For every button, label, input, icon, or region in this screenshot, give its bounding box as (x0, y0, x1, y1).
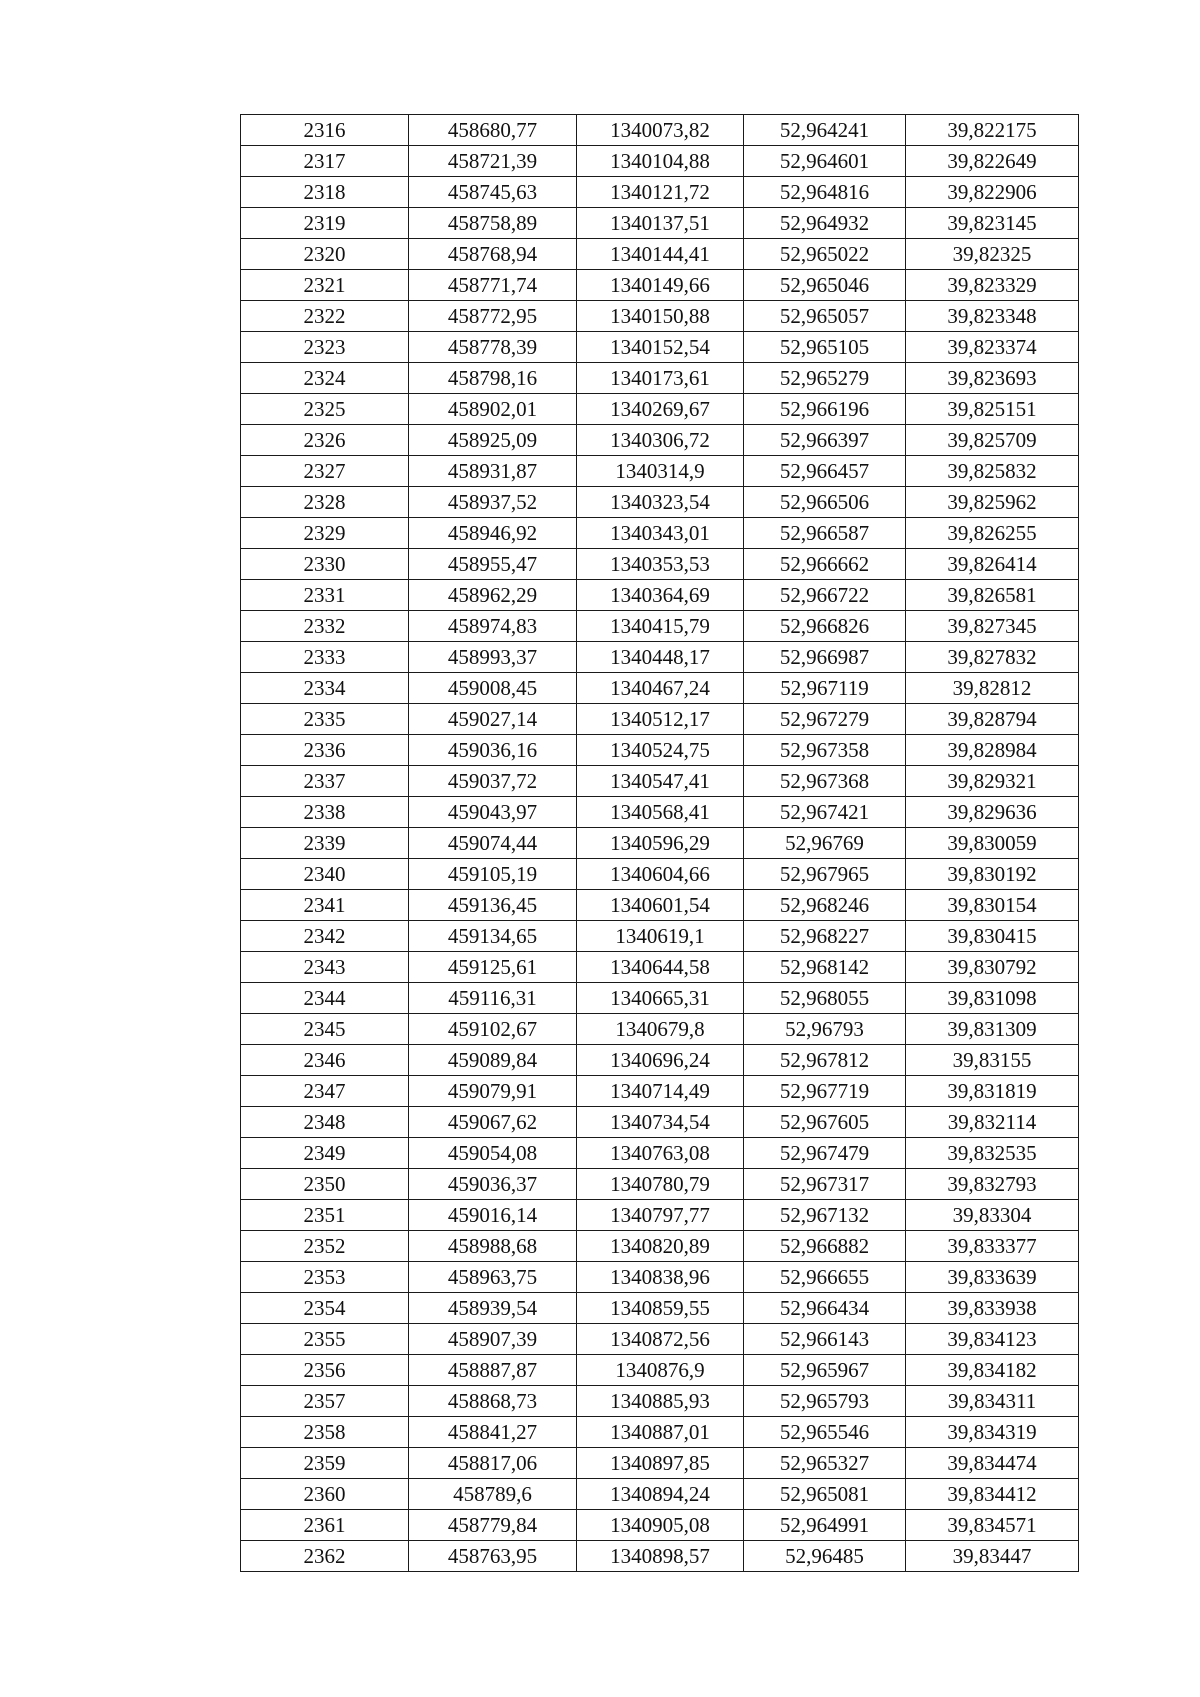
latitude-cell: 52,966826 (744, 611, 906, 642)
point-number-cell: 2325 (241, 394, 409, 425)
x-coordinate-cell: 459134,65 (409, 921, 577, 952)
y-coordinate-cell: 1340797,77 (577, 1200, 744, 1231)
y-coordinate-cell: 1340524,75 (577, 735, 744, 766)
longitude-cell: 39,833938 (906, 1293, 1079, 1324)
latitude-cell: 52,965279 (744, 363, 906, 394)
x-coordinate-cell: 459125,61 (409, 952, 577, 983)
y-coordinate-cell: 1340448,17 (577, 642, 744, 673)
latitude-cell: 52,96793 (744, 1014, 906, 1045)
x-coordinate-cell: 458946,92 (409, 518, 577, 549)
y-coordinate-cell: 1340887,01 (577, 1417, 744, 1448)
latitude-cell: 52,964241 (744, 115, 906, 146)
latitude-cell: 52,967479 (744, 1138, 906, 1169)
y-coordinate-cell: 1340150,88 (577, 301, 744, 332)
x-coordinate-cell: 458778,39 (409, 332, 577, 363)
point-number-cell: 2337 (241, 766, 409, 797)
latitude-cell: 52,964932 (744, 208, 906, 239)
longitude-cell: 39,822175 (906, 115, 1079, 146)
point-number-cell: 2321 (241, 270, 409, 301)
x-coordinate-cell: 459008,45 (409, 673, 577, 704)
y-coordinate-cell: 1340905,08 (577, 1510, 744, 1541)
latitude-cell: 52,967965 (744, 859, 906, 890)
y-coordinate-cell: 1340137,51 (577, 208, 744, 239)
longitude-cell: 39,834571 (906, 1510, 1079, 1541)
table-row (241, 1076, 1079, 1107)
y-coordinate-cell: 1340173,61 (577, 363, 744, 394)
longitude-cell: 39,825709 (906, 425, 1079, 456)
table-row (241, 952, 1079, 983)
longitude-cell: 39,823693 (906, 363, 1079, 394)
x-coordinate-cell: 459036,16 (409, 735, 577, 766)
y-coordinate-cell: 1340604,66 (577, 859, 744, 890)
latitude-cell: 52,967812 (744, 1045, 906, 1076)
latitude-cell: 52,967358 (744, 735, 906, 766)
y-coordinate-cell: 1340885,93 (577, 1386, 744, 1417)
point-number-cell: 2334 (241, 673, 409, 704)
longitude-cell: 39,825962 (906, 487, 1079, 518)
x-coordinate-cell: 458798,16 (409, 363, 577, 394)
table-row (241, 611, 1079, 642)
point-number-cell: 2343 (241, 952, 409, 983)
table-row (241, 704, 1079, 735)
latitude-cell: 52,965967 (744, 1355, 906, 1386)
y-coordinate-cell: 1340665,31 (577, 983, 744, 1014)
longitude-cell: 39,822649 (906, 146, 1079, 177)
x-coordinate-cell: 458931,87 (409, 456, 577, 487)
latitude-cell: 52,966662 (744, 549, 906, 580)
y-coordinate-cell: 1340568,41 (577, 797, 744, 828)
y-coordinate-cell: 1340897,85 (577, 1448, 744, 1479)
table-row (241, 921, 1079, 952)
x-coordinate-cell: 459079,91 (409, 1076, 577, 1107)
point-number-cell: 2320 (241, 239, 409, 270)
y-coordinate-cell: 1340415,79 (577, 611, 744, 642)
longitude-cell: 39,829321 (906, 766, 1079, 797)
longitude-cell: 39,834311 (906, 1386, 1079, 1417)
point-number-cell: 2344 (241, 983, 409, 1014)
y-coordinate-cell: 1340512,17 (577, 704, 744, 735)
x-coordinate-cell: 458745,63 (409, 177, 577, 208)
y-coordinate-cell: 1340104,88 (577, 146, 744, 177)
x-coordinate-cell: 458988,68 (409, 1231, 577, 1262)
latitude-cell: 52,968142 (744, 952, 906, 983)
point-number-cell: 2332 (241, 611, 409, 642)
longitude-cell: 39,826581 (906, 580, 1079, 611)
point-number-cell: 2353 (241, 1262, 409, 1293)
latitude-cell: 52,967605 (744, 1107, 906, 1138)
table-row (241, 363, 1079, 394)
y-coordinate-cell: 1340859,55 (577, 1293, 744, 1324)
y-coordinate-cell: 1340763,08 (577, 1138, 744, 1169)
longitude-cell: 39,828794 (906, 704, 1079, 735)
longitude-cell: 39,826414 (906, 549, 1079, 580)
x-coordinate-cell: 458939,54 (409, 1293, 577, 1324)
x-coordinate-cell: 458779,84 (409, 1510, 577, 1541)
latitude-cell: 52,966196 (744, 394, 906, 425)
point-number-cell: 2357 (241, 1386, 409, 1417)
table-row (241, 1324, 1079, 1355)
longitude-cell: 39,827832 (906, 642, 1079, 673)
table-row (241, 1417, 1079, 1448)
x-coordinate-cell: 458907,39 (409, 1324, 577, 1355)
longitude-cell: 39,830059 (906, 828, 1079, 859)
point-number-cell: 2330 (241, 549, 409, 580)
table-row (241, 1045, 1079, 1076)
point-number-cell: 2335 (241, 704, 409, 735)
x-coordinate-cell: 459037,72 (409, 766, 577, 797)
latitude-cell: 52,966655 (744, 1262, 906, 1293)
point-number-cell: 2355 (241, 1324, 409, 1355)
table-row (241, 1169, 1079, 1200)
table-row (241, 487, 1079, 518)
latitude-cell: 52,965105 (744, 332, 906, 363)
x-coordinate-cell: 458789,6 (409, 1479, 577, 1510)
table-row (241, 983, 1079, 1014)
y-coordinate-cell: 1340601,54 (577, 890, 744, 921)
longitude-cell: 39,822906 (906, 177, 1079, 208)
x-coordinate-cell: 459136,45 (409, 890, 577, 921)
x-coordinate-cell: 458817,06 (409, 1448, 577, 1479)
longitude-cell: 39,823348 (906, 301, 1079, 332)
longitude-cell: 39,831819 (906, 1076, 1079, 1107)
x-coordinate-cell: 458868,73 (409, 1386, 577, 1417)
y-coordinate-cell: 1340121,72 (577, 177, 744, 208)
point-number-cell: 2359 (241, 1448, 409, 1479)
x-coordinate-cell: 459089,84 (409, 1045, 577, 1076)
y-coordinate-cell: 1340644,58 (577, 952, 744, 983)
table-row (241, 735, 1079, 766)
y-coordinate-cell: 1340838,96 (577, 1262, 744, 1293)
longitude-cell: 39,834182 (906, 1355, 1079, 1386)
point-number-cell: 2341 (241, 890, 409, 921)
latitude-cell: 52,966143 (744, 1324, 906, 1355)
latitude-cell: 52,966587 (744, 518, 906, 549)
table-row (241, 673, 1079, 704)
latitude-cell: 52,966882 (744, 1231, 906, 1262)
latitude-cell: 52,966457 (744, 456, 906, 487)
longitude-cell: 39,823374 (906, 332, 1079, 363)
y-coordinate-cell: 1340619,1 (577, 921, 744, 952)
latitude-cell: 52,967719 (744, 1076, 906, 1107)
table-row (241, 1448, 1079, 1479)
table-row (241, 1510, 1079, 1541)
longitude-cell: 39,823329 (906, 270, 1079, 301)
point-number-cell: 2323 (241, 332, 409, 363)
table-row (241, 1355, 1079, 1386)
point-number-cell: 2329 (241, 518, 409, 549)
latitude-cell: 52,964601 (744, 146, 906, 177)
y-coordinate-cell: 1340269,67 (577, 394, 744, 425)
x-coordinate-cell: 459036,37 (409, 1169, 577, 1200)
latitude-cell: 52,966434 (744, 1293, 906, 1324)
point-number-cell: 2339 (241, 828, 409, 859)
table-row (241, 239, 1079, 270)
table-row (241, 549, 1079, 580)
x-coordinate-cell: 458963,75 (409, 1262, 577, 1293)
coordinates-table (240, 114, 1079, 1572)
table-row (241, 115, 1079, 146)
longitude-cell: 39,827345 (906, 611, 1079, 642)
point-number-cell: 2336 (241, 735, 409, 766)
y-coordinate-cell: 1340467,24 (577, 673, 744, 704)
longitude-cell: 39,825151 (906, 394, 1079, 425)
longitude-cell: 39,82812 (906, 673, 1079, 704)
table-row (241, 394, 1079, 425)
longitude-cell: 39,826255 (906, 518, 1079, 549)
point-number-cell: 2356 (241, 1355, 409, 1386)
table-row (241, 642, 1079, 673)
x-coordinate-cell: 458721,39 (409, 146, 577, 177)
x-coordinate-cell: 459105,19 (409, 859, 577, 890)
table-row (241, 1107, 1079, 1138)
longitude-cell: 39,832114 (906, 1107, 1079, 1138)
longitude-cell: 39,834412 (906, 1479, 1079, 1510)
table-row (241, 1262, 1079, 1293)
point-number-cell: 2361 (241, 1510, 409, 1541)
x-coordinate-cell: 459102,67 (409, 1014, 577, 1045)
x-coordinate-cell: 458955,47 (409, 549, 577, 580)
x-coordinate-cell: 459027,14 (409, 704, 577, 735)
point-number-cell: 2317 (241, 146, 409, 177)
latitude-cell: 52,967119 (744, 673, 906, 704)
longitude-cell: 39,823145 (906, 208, 1079, 239)
x-coordinate-cell: 459016,14 (409, 1200, 577, 1231)
y-coordinate-cell: 1340876,9 (577, 1355, 744, 1386)
x-coordinate-cell: 458974,83 (409, 611, 577, 642)
table-row (241, 1231, 1079, 1262)
x-coordinate-cell: 459054,08 (409, 1138, 577, 1169)
latitude-cell: 52,964991 (744, 1510, 906, 1541)
x-coordinate-cell: 459067,62 (409, 1107, 577, 1138)
latitude-cell: 52,966397 (744, 425, 906, 456)
table-row (241, 208, 1079, 239)
y-coordinate-cell: 1340323,54 (577, 487, 744, 518)
y-coordinate-cell: 1340894,24 (577, 1479, 744, 1510)
point-number-cell: 2331 (241, 580, 409, 611)
point-number-cell: 2354 (241, 1293, 409, 1324)
point-number-cell: 2327 (241, 456, 409, 487)
point-number-cell: 2348 (241, 1107, 409, 1138)
table-row (241, 828, 1079, 859)
latitude-cell: 52,967132 (744, 1200, 906, 1231)
y-coordinate-cell: 1340364,69 (577, 580, 744, 611)
y-coordinate-cell: 1340073,82 (577, 115, 744, 146)
point-number-cell: 2360 (241, 1479, 409, 1510)
latitude-cell: 52,967421 (744, 797, 906, 828)
x-coordinate-cell: 458771,74 (409, 270, 577, 301)
longitude-cell: 39,833639 (906, 1262, 1079, 1293)
table-row (241, 456, 1079, 487)
table-row (241, 1200, 1079, 1231)
y-coordinate-cell: 1340547,41 (577, 766, 744, 797)
point-number-cell: 2328 (241, 487, 409, 518)
point-number-cell: 2349 (241, 1138, 409, 1169)
latitude-cell: 52,965081 (744, 1479, 906, 1510)
coordinates-table-body (241, 115, 1079, 1572)
y-coordinate-cell: 1340820,89 (577, 1231, 744, 1262)
latitude-cell: 52,965327 (744, 1448, 906, 1479)
longitude-cell: 39,83447 (906, 1541, 1079, 1572)
longitude-cell: 39,834123 (906, 1324, 1079, 1355)
latitude-cell: 52,965057 (744, 301, 906, 332)
longitude-cell: 39,834474 (906, 1448, 1079, 1479)
latitude-cell: 52,966987 (744, 642, 906, 673)
x-coordinate-cell: 459074,44 (409, 828, 577, 859)
table-row (241, 1293, 1079, 1324)
y-coordinate-cell: 1340306,72 (577, 425, 744, 456)
point-number-cell: 2338 (241, 797, 409, 828)
longitude-cell: 39,830792 (906, 952, 1079, 983)
table-row (241, 301, 1079, 332)
table-row (241, 890, 1079, 921)
y-coordinate-cell: 1340734,54 (577, 1107, 744, 1138)
point-number-cell: 2347 (241, 1076, 409, 1107)
longitude-cell: 39,83155 (906, 1045, 1079, 1076)
longitude-cell: 39,832535 (906, 1138, 1079, 1169)
point-number-cell: 2333 (241, 642, 409, 673)
table-row (241, 1014, 1079, 1045)
x-coordinate-cell: 458962,29 (409, 580, 577, 611)
latitude-cell: 52,96485 (744, 1541, 906, 1572)
longitude-cell: 39,832793 (906, 1169, 1079, 1200)
point-number-cell: 2350 (241, 1169, 409, 1200)
longitude-cell: 39,830192 (906, 859, 1079, 890)
table-row (241, 580, 1079, 611)
point-number-cell: 2358 (241, 1417, 409, 1448)
y-coordinate-cell: 1340149,66 (577, 270, 744, 301)
longitude-cell: 39,83304 (906, 1200, 1079, 1231)
y-coordinate-cell: 1340314,9 (577, 456, 744, 487)
longitude-cell: 39,82325 (906, 239, 1079, 270)
y-coordinate-cell: 1340343,01 (577, 518, 744, 549)
y-coordinate-cell: 1340679,8 (577, 1014, 744, 1045)
longitude-cell: 39,829636 (906, 797, 1079, 828)
latitude-cell: 52,968227 (744, 921, 906, 952)
y-coordinate-cell: 1340353,53 (577, 549, 744, 580)
y-coordinate-cell: 1340596,29 (577, 828, 744, 859)
x-coordinate-cell: 458841,27 (409, 1417, 577, 1448)
y-coordinate-cell: 1340152,54 (577, 332, 744, 363)
latitude-cell: 52,964816 (744, 177, 906, 208)
x-coordinate-cell: 458887,87 (409, 1355, 577, 1386)
x-coordinate-cell: 459043,97 (409, 797, 577, 828)
longitude-cell: 39,825832 (906, 456, 1079, 487)
table-row (241, 766, 1079, 797)
table-row (241, 146, 1079, 177)
table-row (241, 270, 1079, 301)
longitude-cell: 39,831098 (906, 983, 1079, 1014)
y-coordinate-cell: 1340144,41 (577, 239, 744, 270)
x-coordinate-cell: 458937,52 (409, 487, 577, 518)
point-number-cell: 2326 (241, 425, 409, 456)
x-coordinate-cell: 459116,31 (409, 983, 577, 1014)
latitude-cell: 52,966722 (744, 580, 906, 611)
longitude-cell: 39,830154 (906, 890, 1079, 921)
latitude-cell: 52,965546 (744, 1417, 906, 1448)
latitude-cell: 52,967317 (744, 1169, 906, 1200)
table-row (241, 797, 1079, 828)
latitude-cell: 52,965046 (744, 270, 906, 301)
y-coordinate-cell: 1340780,79 (577, 1169, 744, 1200)
table-row (241, 518, 1079, 549)
table-row (241, 332, 1079, 363)
x-coordinate-cell: 458680,77 (409, 115, 577, 146)
table-row (241, 1138, 1079, 1169)
point-number-cell: 2324 (241, 363, 409, 394)
latitude-cell: 52,967368 (744, 766, 906, 797)
point-number-cell: 2362 (241, 1541, 409, 1572)
latitude-cell: 52,965793 (744, 1386, 906, 1417)
x-coordinate-cell: 458993,37 (409, 642, 577, 673)
x-coordinate-cell: 458758,89 (409, 208, 577, 239)
y-coordinate-cell: 1340898,57 (577, 1541, 744, 1572)
longitude-cell: 39,833377 (906, 1231, 1079, 1262)
point-number-cell: 2342 (241, 921, 409, 952)
point-number-cell: 2319 (241, 208, 409, 239)
table-row (241, 1386, 1079, 1417)
y-coordinate-cell: 1340872,56 (577, 1324, 744, 1355)
table-row (241, 859, 1079, 890)
point-number-cell: 2322 (241, 301, 409, 332)
point-number-cell: 2316 (241, 115, 409, 146)
table-row (241, 1541, 1079, 1572)
x-coordinate-cell: 458768,94 (409, 239, 577, 270)
latitude-cell: 52,965022 (744, 239, 906, 270)
point-number-cell: 2345 (241, 1014, 409, 1045)
longitude-cell: 39,831309 (906, 1014, 1079, 1045)
x-coordinate-cell: 458772,95 (409, 301, 577, 332)
point-number-cell: 2340 (241, 859, 409, 890)
point-number-cell: 2352 (241, 1231, 409, 1262)
longitude-cell: 39,834319 (906, 1417, 1079, 1448)
longitude-cell: 39,830415 (906, 921, 1079, 952)
table-row (241, 425, 1079, 456)
latitude-cell: 52,967279 (744, 704, 906, 735)
point-number-cell: 2351 (241, 1200, 409, 1231)
latitude-cell: 52,968055 (744, 983, 906, 1014)
latitude-cell: 52,968246 (744, 890, 906, 921)
latitude-cell: 52,96769 (744, 828, 906, 859)
point-number-cell: 2318 (241, 177, 409, 208)
point-number-cell: 2346 (241, 1045, 409, 1076)
x-coordinate-cell: 458763,95 (409, 1541, 577, 1572)
table-row (241, 1479, 1079, 1510)
latitude-cell: 52,966506 (744, 487, 906, 518)
x-coordinate-cell: 458925,09 (409, 425, 577, 456)
y-coordinate-cell: 1340696,24 (577, 1045, 744, 1076)
y-coordinate-cell: 1340714,49 (577, 1076, 744, 1107)
x-coordinate-cell: 458902,01 (409, 394, 577, 425)
longitude-cell: 39,828984 (906, 735, 1079, 766)
table-row (241, 177, 1079, 208)
